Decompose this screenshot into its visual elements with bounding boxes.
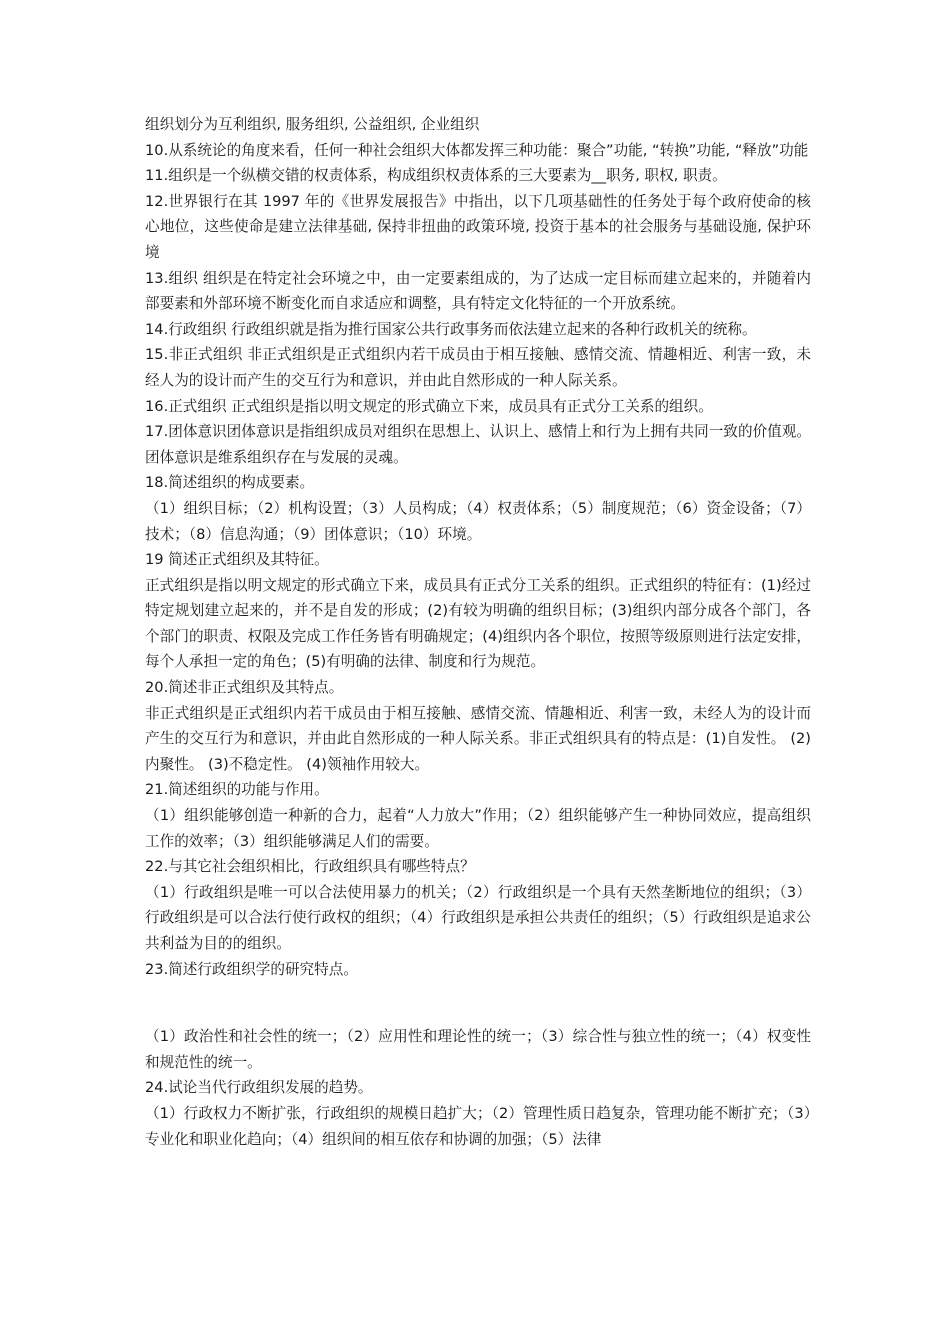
question-24: 24.试论当代行政组织发展的趋势。: [145, 1079, 373, 1097]
paragraph-q17: 17.团体意识团体意识是指组织成员对组织在思想上、认识上、感情上和行为上拥有共同一致的价值观。团体意识是维系组织存在与发展的灵魂。: [145, 423, 811, 466]
answer-22: （1）行政组织是唯一可以合法使用暴力的机关；（2）行政组织是一个具有天然垄断地位的组织；（3）行政组织是可以合法行使行政权的组织；（4）行政组织是承担公共责任的组织；（5）行政组织是追求公共利益为目的的组织。: [145, 883, 811, 952]
question-18: 18.简述组织的构成要素。: [145, 474, 315, 492]
paragraph-org-classification: 组织划分为互利组织, 服务组织, 公益组织, 企业组织: [145, 116, 480, 133]
answer-18: （1）组织目标；（2）机构设置；（3）人员构成；（4）权责体系；（5）制度规范；（6）资金设备；（7）技术；（8）信息沟通；（9）团体意识；（10）环境。: [145, 499, 811, 543]
paragraph-q13: 13.组织 组织是在特定社会环境之中，由一定要素组成的，为了达成一定目标而建立起来的，并随着内部要素和外部环境不断变化而自求适应和调整，具有特定文化特征的一个开放系统。: [145, 269, 811, 313]
question-20: 20.简述非正式组织及其特点。: [145, 679, 344, 697]
question-19: 19 简述正式组织及其特征。: [145, 551, 329, 569]
answer-21: （1）组织能够创造一种新的合力，起着“人力放大”作用；（2）组织能够产生一种协同效应，提高组织工作的效率；（3）组织能够满足人们的需要。: [145, 807, 811, 850]
paragraph-q16: 16.正式组织 正式组织是指以明文规定的形式确立下来，成员具有正式分工关系的组织。: [145, 397, 713, 415]
question-22: 22.与其它社会组织相比，行政组织具有哪些特点？: [145, 858, 475, 876]
answer-19: 正式组织是指以明文规定的形式确立下来，成员具有正式分工关系的组织。正式组织的特征有：(1)经过特定规划建立起来的，并不是自发的形成；(2)有较为明确的组织目标；(3)组织内部分成各个部门，各个部门的职责、权限及完成工作任务皆有明确规定；(4)组织内各个职位，按照等级原则进行法定安排，每个人承担一定的角色；(5)有明确的法律、制度和行为规范。: [145, 576, 811, 671]
paragraph-q10: 10.从系统论的角度来看，任何一种社会组织大体都发挥三种功能：聚合”功能, “转换”功能, “释放”功能: [145, 141, 809, 159]
paragraph-q12: 12.世界银行在其 1997 年的《世界发展报告》中指出，以下几项基础性的任务处于每个政府使命的核心地位，这些使命是建立法律基础, 保持非扭曲的政策环境, 投资于基本的社会服务与基础设施, 保护环境: [145, 192, 811, 261]
answer-23: （1）政治性和社会性的统一；（2）应用性和理论性的统一；（3）综合性与独立性的统一；（4）权变性和规范性的统一。: [145, 1028, 811, 1071]
paragraph-q11: 11.组织是一个纵横交错的权责体系，构成组织权责体系的三大要素为__职务, 职权, 职责。: [145, 167, 727, 185]
document-body: [145, 112, 811, 1152]
question-23: 23.简述行政组织学的研究特点。: [145, 960, 358, 978]
paragraph-q14: 14.行政组织 行政组织就是指为推行国家公共行政事务而依法建立起来的各种行政机关的统称。: [145, 320, 757, 338]
question-21: 21.简述组织的功能与作用。: [145, 781, 329, 799]
blank-gap: [145, 982, 811, 1024]
answer-24: （1）行政权力不断扩张，行政组织的规模日趋扩大；（2）管理性质日趋复杂，管理功能不断扩充；（3）专业化和职业化趋向；（4）组织间的相互依存和协调的加强；（5）法律: [145, 1104, 811, 1148]
answer-20: 非正式组织是正式组织内若干成员由于相互接触、感情交流、情趣相近、利害一致，未经人为的设计而产生的交互行为和意识，并由此自然形成的一种人际关系。非正式组织具有的特点是：(1)自发性。 (2)内聚性。 (3)不稳定性。 (4)领袖作用较大。: [145, 704, 811, 773]
paragraph-q15: 15.非正式组织 非正式组织是正式组织内若干成员由于相互接触、感情交流、情趣相近、利害一致，未经人为的设计而产生的交互行为和意识，并由此自然形成的一种人际关系。: [145, 346, 811, 389]
